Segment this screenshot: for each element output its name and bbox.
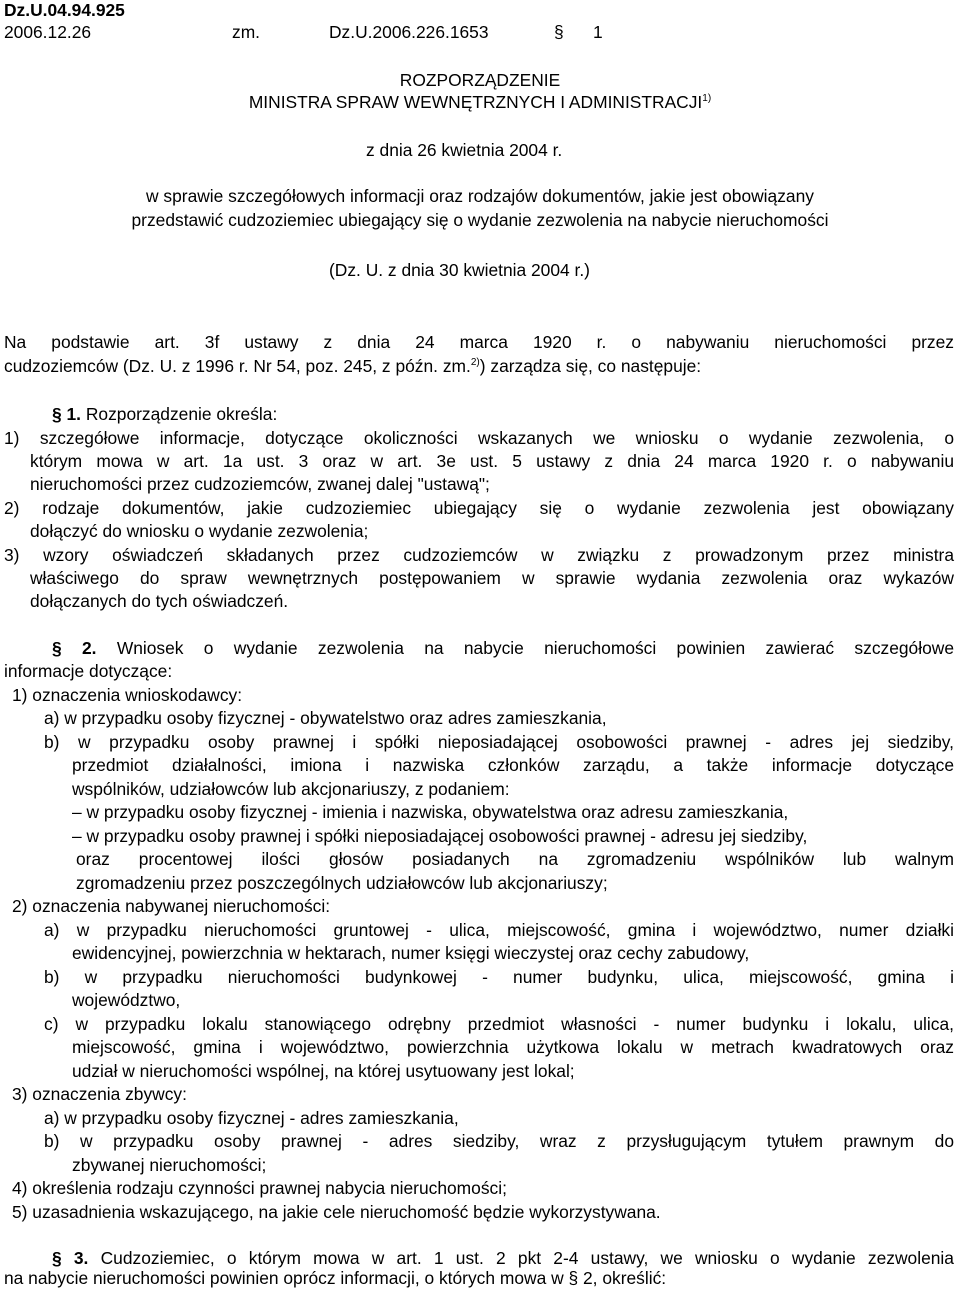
- sec2-line19: udział w nieruchomości wspólnej, na której usytuowany jest lokal;: [72, 1061, 575, 1081]
- header-ref1: Dz.U.04.94.925: [4, 0, 125, 20]
- sec1-heading: § 1. Rozporządzenie określa:: [52, 404, 278, 424]
- sec2-line20: 3) oznaczenia zbywcy:: [12, 1084, 187, 1104]
- sec1-line3: nieruchomości przez cudzoziemców, zwanej dalej "ustawą";: [30, 474, 490, 494]
- sec2-line13: a) w przypadku nieruchomości gruntowej - ulica, miejscowość, gmina i województwo, numer działki: [44, 920, 954, 940]
- sec2-line22: b) w przypadku osoby prawnej - adres siedziby, wraz z przysługującym tytułem prawnym do: [44, 1131, 954, 1151]
- sec1-line7: właściwego do spraw wewnętrznych postępowaniem w sprawie wydania zezwolenia oraz wykazów: [30, 568, 954, 588]
- sec2-line5: b) w przypadku osoby prawnej i spółki nieposiadającej osobowości prawnej - adres jej siedziby,: [44, 732, 954, 752]
- header-num: 1: [593, 22, 603, 42]
- title-footnote: 1): [702, 93, 712, 104]
- sec1-line6: 3) wzory oświadczeń składanych przez cudzoziemców w związku z prowadzonym przez ministra: [4, 545, 954, 565]
- sec2-line14: ewidencyjnej, powierzchnia w hektarach, numer księgi wieczystej oraz cechy zabudowy,: [72, 943, 750, 963]
- preamble-line1: Na podstawie art. 3f ustawy z dnia 24 marca 1920 r. o nabywaniu nieruchomości przez: [4, 332, 954, 352]
- title-line1: ROZPORZĄDZENIE: [399, 70, 561, 90]
- sec2-line3: 1) oznaczenia wnioskodawcy:: [12, 685, 243, 705]
- title-publication: (Dz. U. z dnia 30 kwietnia 2004 r.): [329, 260, 590, 280]
- sec3-line2: na nabycie nieruchomości powinien oprócz informacji, o których mowa w § 2, określić:: [4, 1268, 667, 1288]
- title-date: z dnia 26 kwietnia 2004 r.: [366, 140, 563, 160]
- sec2-line21: a) w przypadku osoby fizycznej - adres zamieszkania,: [44, 1108, 459, 1128]
- sec2-line11: zgromadzeniu przez poszczególnych udziałowców lub akcjonariuszy;: [76, 873, 608, 893]
- sec2-line9: – w przypadku osoby prawnej i spółki nieposiadającej osobowości prawnej - adresu jej siedziby,: [72, 826, 808, 846]
- sec2-line10: oraz procentowej ilości głosów posiadanych na zgromadzeniu wspólników lub walnym: [76, 849, 954, 869]
- sec2-line16: województwo,: [72, 990, 181, 1010]
- sec2-line4: a) w przypadku osoby fizycznej - obywatelstwo oraz adres zamieszkania,: [44, 708, 607, 728]
- title-subject1: w sprawie szczegółowych informacji oraz rodzajów dokumentów, jakie jest obowiązany: [146, 186, 814, 206]
- sec2-line25: 5) uzasadnienia wskazującego, na jakie cele nieruchomość będzie wykorzystywana.: [12, 1202, 661, 1222]
- sec2-line1: § 2. Wniosek o wydanie zezwolenia na nabycie nieruchomości powinien zawierać szczegółowe: [52, 638, 954, 658]
- sec2-line12: 2) oznaczenia nabywanej nieruchomości:: [12, 896, 331, 916]
- title-subject2: przedstawić cudzoziemiec ubiegający się o wydanie zezwolenia na nabycie nieruchomości: [131, 210, 829, 230]
- sec2-line15: b) w przypadku nieruchomości budynkowej - numer budynku, ulica, miejscowość, gmina i: [44, 967, 954, 987]
- header-ref2: Dz.U.2006.226.1653: [329, 22, 489, 42]
- header-zm: zm.: [232, 22, 261, 42]
- sec1-line8: dołączanych do tych oświadczeń.: [30, 591, 289, 611]
- sec1-line2: którym mowa w art. 1a ust. 3 oraz w art. 3e ust. 5 ustawy z dnia 24 marca 1920 r. o nabywaniu: [30, 451, 954, 471]
- preamble-line2: cudzoziemców (Dz. U. z 1996 r. Nr 54, poz. 245, z późn. zm.$^{2)}$) zarządza się, co następuje:: [4, 356, 702, 376]
- sec2-line18: miejscowość, gmina i województwo, powierzchnia użytkowa lokalu w metrach kwadratowych oraz: [72, 1037, 954, 1057]
- sec1-line4: 2) rodzaje dokumentów, jakie cudzoziemiec ubiegający się o wydanie zezwolenia jest obowiązany: [4, 498, 954, 518]
- header-date: 2006.12.26: [4, 22, 92, 42]
- sec1-line1: 1) szczegółowe informacje, dotyczące okoliczności wskazanych we wniosku o wydanie zezwolenia, o: [4, 428, 954, 448]
- header-mark: §: [554, 22, 564, 42]
- sec3-line1: § 3. Cudzoziemiec, o którym mowa w art. 1 ust. 2 pkt 2-4 ustawy, we wniosku o wydanie zezwolenia: [52, 1248, 954, 1268]
- sec2-line8: – w przypadku osoby fizycznej - imienia i nazwiska, obywatelstwa oraz adresu zamieszkania,: [72, 802, 789, 822]
- sec1-line5: dołączyć do wniosku o wydanie zezwolenia;: [30, 521, 369, 541]
- sec2-line24: 4) określenia rodzaju czynności prawnej nabycia nieruchomości;: [12, 1178, 507, 1198]
- preamble-footnote: 2): [470, 357, 480, 368]
- sec2-line17: c) w przypadku lokalu stanowiącego odrębny przedmiot własności - numer budynku i lokalu, ulica,: [44, 1014, 954, 1034]
- sec2-line2: informacje dotyczące:: [4, 661, 173, 681]
- sec2-line6: przedmiot działalności, imiona i nazwiska członków zarządu, a także informacje dotyczące: [72, 755, 954, 775]
- sec2-line7: wspólników, udziałowców lub akcjonariuszy, z podaniem:: [72, 779, 510, 799]
- title-line2: MINISTRA SPRAW WEWNĘTRZNYCH I ADMINISTRACJI$^{1)}$: [248, 92, 712, 112]
- sec2-line23: zbywanej nieruchomości;: [72, 1155, 267, 1175]
